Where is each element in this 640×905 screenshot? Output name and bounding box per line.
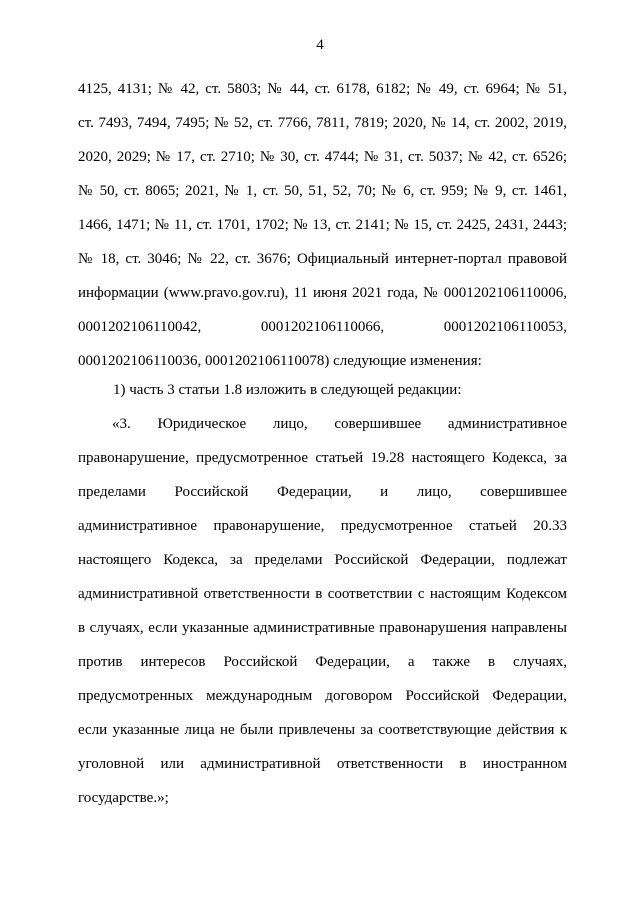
text-line: 1466, 1471; № 11, ст. 1701, 1702; № 13, ст. 2141; № 15, ст. 2425, 2431, 2443; xyxy=(78,217,567,233)
text-line: 0001202106110042, 0001202106110066, 0001202106110053, xyxy=(78,319,567,335)
text-line: № 18, ст. 3046; № 22, ст. 3676; Официальный интернет-портал правовой xyxy=(78,251,567,267)
text-line: 4125, 4131; № 42, ст. 5803; № 44, ст. 6178, 6182; № 49, ст. 6964; № 51, xyxy=(78,81,567,97)
quoted-text-line: в случаях, если указанные административные правонарушения направлены xyxy=(78,620,567,636)
item-1-text: 1) часть 3 статьи 1.8 изложить в следующей редакции: xyxy=(113,382,462,398)
text-line: информации (www.pravo.gov.ru), 11 июня 2021 года, № 0001202106110006, xyxy=(78,285,567,301)
quoted-text-line: административное правонарушение, предусмотренное статьей 20.33 xyxy=(78,518,567,534)
amendments-section xyxy=(78,373,567,815)
quoted-text-line: против интересов Российской Федерации, а также в случаях, xyxy=(78,654,567,670)
text-line: 0001202106110036, 0001202106110078) следующие изменения: xyxy=(78,353,482,369)
text-line: № 50, ст. 8065; 2021, № 1, ст. 50, 51, 52, 70; № 6, ст. 959; № 9, ст. 1461, xyxy=(78,183,567,199)
quoted-text-line: предусмотренных международным договором Российской Федерации, xyxy=(78,688,567,704)
quoted-text-line: пределами Российской Федерации, и лицо, совершившее xyxy=(78,484,567,500)
text-line: ст. 7493, 7494, 7495; № 52, ст. 7766, 7811, 7819; 2020, № 14, ст. 2002, 2019, xyxy=(78,115,567,131)
quoted-text-line: «3. Юридическое лицо, совершившее административное xyxy=(112,416,567,432)
quoted-text-line: государстве.»; xyxy=(78,790,169,806)
quoted-text-line: правонарушение, предусмотренное статьей 19.28 настоящего Кодекса, за xyxy=(78,450,567,466)
quoted-text-line: настоящего Кодекса, за пределами Российской Федерации, подлежат xyxy=(78,552,567,568)
quoted-text-line: если указанные лица не были привлечены за соответствующие действия к xyxy=(78,722,567,738)
text-line: 2020, 2029; № 17, ст. 2710; № 30, ст. 4744; № 31, ст. 5037; № 42, ст. 6526; xyxy=(78,149,567,165)
page-number: 4 xyxy=(316,37,324,53)
quoted-text-line: уголовной или административной ответственности в иностранном xyxy=(78,756,567,772)
paragraph-continuation xyxy=(78,72,567,378)
quoted-text-line: административной ответственности в соответствии с настоящим Кодексом xyxy=(78,586,567,602)
